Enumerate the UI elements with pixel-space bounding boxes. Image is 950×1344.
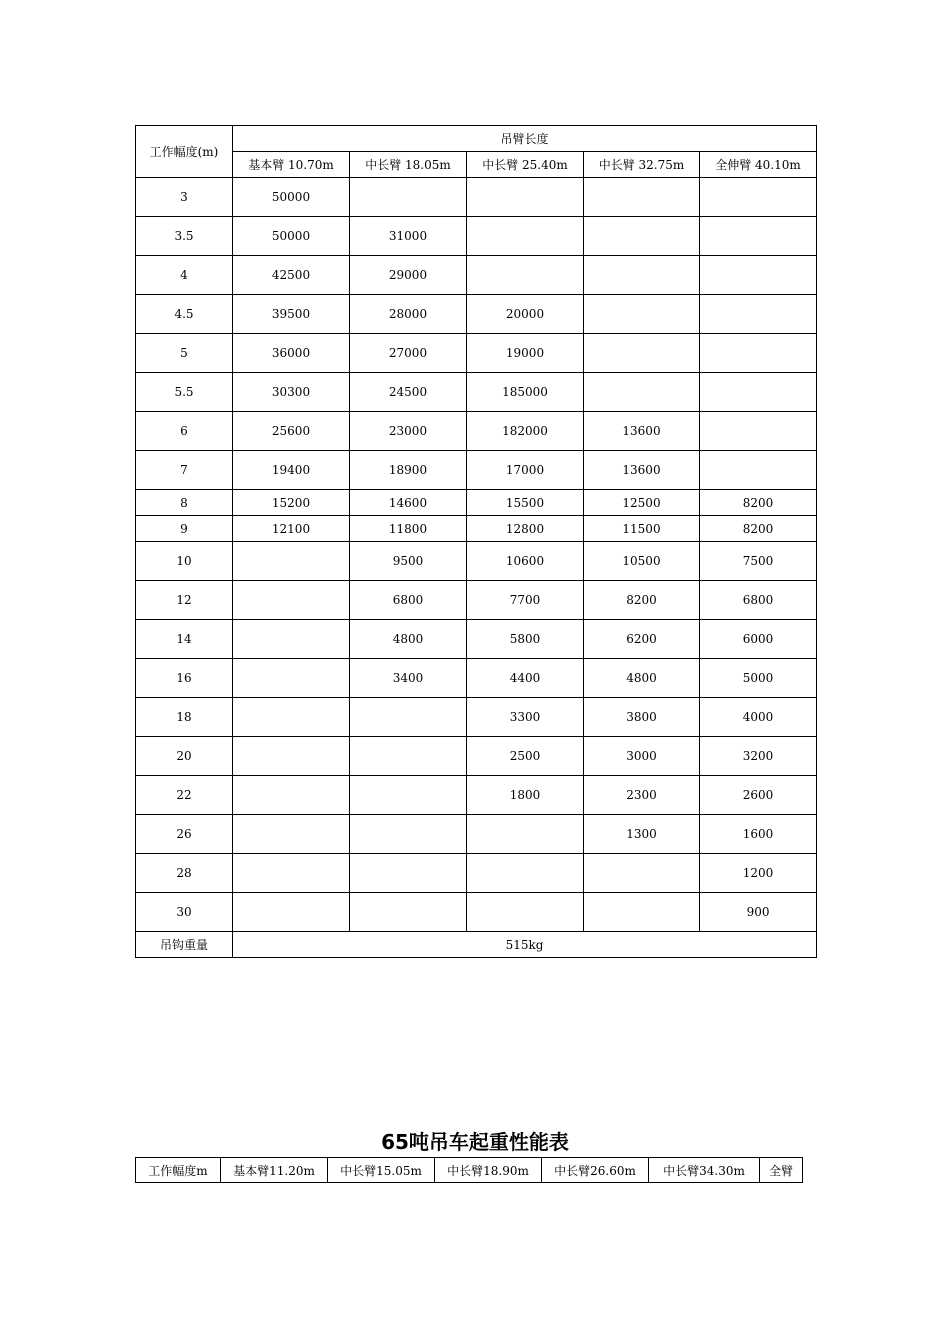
capacity-cell	[584, 295, 700, 334]
table-row	[136, 620, 817, 659]
capacity-cell: 19400	[233, 451, 350, 490]
capacity-cell: 29000	[350, 256, 467, 295]
capacity-cell	[584, 373, 700, 412]
hook-weight-label: 吊钩重量	[136, 932, 233, 958]
capacity-cell: 10500	[584, 542, 700, 581]
radius-cell: 9	[136, 516, 233, 542]
capacity-cell	[584, 334, 700, 373]
column-header: 中长臂 18.05m	[350, 152, 467, 178]
capacity-cell: 3800	[584, 698, 700, 737]
capacity-cell	[233, 659, 350, 698]
capacity-cell: 28000	[350, 295, 467, 334]
boom-length-group-header: 吊臂长度	[233, 126, 817, 152]
capacity-cell: 11800	[350, 516, 467, 542]
table-row	[136, 698, 817, 737]
capacity-cell	[233, 815, 350, 854]
table-row	[136, 373, 817, 412]
radius-cell: 6	[136, 412, 233, 451]
capacity-cell: 12500	[584, 490, 700, 516]
capacity-cell: 50000	[233, 178, 350, 217]
capacity-cell	[350, 776, 467, 815]
table-row	[136, 295, 817, 334]
column-header: 中长臂18.90m	[435, 1158, 542, 1183]
hook-weight-value: 515kg	[233, 932, 817, 958]
capacity-cell	[233, 698, 350, 737]
capacity-cell: 8200	[584, 581, 700, 620]
capacity-cell: 182000	[467, 412, 584, 451]
column-header: 全臂	[760, 1158, 803, 1183]
capacity-cell: 25600	[233, 412, 350, 451]
capacity-cell: 3400	[350, 659, 467, 698]
capacity-cell: 30300	[233, 373, 350, 412]
capacity-cell: 19000	[467, 334, 584, 373]
capacity-cell	[584, 178, 700, 217]
capacity-cell: 4800	[350, 620, 467, 659]
capacity-cell: 31000	[350, 217, 467, 256]
table-row	[136, 490, 817, 516]
table-row	[136, 737, 817, 776]
capacity-cell: 3300	[467, 698, 584, 737]
capacity-cell: 14600	[350, 490, 467, 516]
capacity-cell	[700, 451, 817, 490]
capacity-cell: 7700	[467, 581, 584, 620]
radius-cell: 5.5	[136, 373, 233, 412]
radius-cell: 4.5	[136, 295, 233, 334]
capacity-cell: 8200	[700, 490, 817, 516]
capacity-cell: 20000	[467, 295, 584, 334]
table-row	[136, 854, 817, 893]
capacity-cell: 4400	[467, 659, 584, 698]
radius-cell: 14	[136, 620, 233, 659]
capacity-cell: 42500	[233, 256, 350, 295]
capacity-cell: 12800	[467, 516, 584, 542]
load-chart-table-2	[135, 1157, 803, 1183]
table-row	[136, 516, 817, 542]
capacity-cell	[233, 737, 350, 776]
capacity-cell: 1800	[467, 776, 584, 815]
table-row	[136, 659, 817, 698]
table-2-title: 65吨吊车起重性能表	[381, 1130, 569, 1154]
radius-cell: 5	[136, 334, 233, 373]
load-chart-table-1	[135, 125, 817, 958]
capacity-cell: 13600	[584, 412, 700, 451]
radius-cell: 3.5	[136, 217, 233, 256]
capacity-cell	[233, 854, 350, 893]
capacity-cell: 36000	[233, 334, 350, 373]
capacity-cell	[350, 737, 467, 776]
table-row	[136, 334, 817, 373]
radius-cell: 10	[136, 542, 233, 581]
capacity-cell: 17000	[467, 451, 584, 490]
radius-cell: 3	[136, 178, 233, 217]
capacity-cell: 12100	[233, 516, 350, 542]
capacity-cell: 24500	[350, 373, 467, 412]
radius-cell: 18	[136, 698, 233, 737]
capacity-cell	[350, 698, 467, 737]
capacity-cell: 1600	[700, 815, 817, 854]
capacity-cell: 3000	[584, 737, 700, 776]
capacity-cell	[350, 815, 467, 854]
corner-header: 工作幅度(m)	[136, 126, 233, 178]
capacity-cell: 50000	[233, 217, 350, 256]
capacity-cell	[700, 217, 817, 256]
capacity-cell	[467, 178, 584, 217]
radius-cell: 4	[136, 256, 233, 295]
radius-cell: 22	[136, 776, 233, 815]
capacity-cell: 18900	[350, 451, 467, 490]
capacity-cell	[700, 373, 817, 412]
capacity-cell: 900	[700, 893, 817, 932]
capacity-cell: 5000	[700, 659, 817, 698]
capacity-cell	[350, 178, 467, 217]
table-row	[136, 581, 817, 620]
radius-cell: 16	[136, 659, 233, 698]
capacity-cell: 2300	[584, 776, 700, 815]
column-header: 工作幅度m	[136, 1158, 221, 1183]
capacity-cell	[467, 854, 584, 893]
capacity-cell: 6000	[700, 620, 817, 659]
column-header: 中长臂26.60m	[542, 1158, 649, 1183]
capacity-cell: 4000	[700, 698, 817, 737]
capacity-cell	[233, 581, 350, 620]
capacity-cell	[467, 256, 584, 295]
capacity-cell	[584, 893, 700, 932]
capacity-cell: 5800	[467, 620, 584, 659]
capacity-cell: 27000	[350, 334, 467, 373]
radius-cell: 7	[136, 451, 233, 490]
capacity-cell	[233, 776, 350, 815]
radius-cell: 26	[136, 815, 233, 854]
column-header: 中长臂34.30m	[649, 1158, 760, 1183]
radius-cell: 20	[136, 737, 233, 776]
capacity-cell: 9500	[350, 542, 467, 581]
capacity-cell: 1200	[700, 854, 817, 893]
capacity-cell: 4800	[584, 659, 700, 698]
column-header: 中长臂 32.75m	[584, 152, 700, 178]
capacity-cell: 15200	[233, 490, 350, 516]
capacity-cell	[700, 334, 817, 373]
capacity-cell: 13600	[584, 451, 700, 490]
radius-cell: 28	[136, 854, 233, 893]
table-row	[136, 776, 817, 815]
capacity-cell: 3200	[700, 737, 817, 776]
capacity-cell: 1300	[584, 815, 700, 854]
capacity-cell	[467, 815, 584, 854]
table-row	[136, 542, 817, 581]
capacity-cell	[700, 412, 817, 451]
capacity-cell: 8200	[700, 516, 817, 542]
capacity-cell: 39500	[233, 295, 350, 334]
capacity-cell	[584, 217, 700, 256]
capacity-cell	[584, 854, 700, 893]
column-header: 基本臂 10.70m	[233, 152, 350, 178]
capacity-cell: 7500	[700, 542, 817, 581]
column-header: 基本臂11.20m	[221, 1158, 328, 1183]
capacity-cell: 10600	[467, 542, 584, 581]
capacity-cell	[350, 893, 467, 932]
capacity-cell	[233, 542, 350, 581]
radius-cell: 12	[136, 581, 233, 620]
capacity-cell: 2600	[700, 776, 817, 815]
column-header: 全伸臂 40.10m	[700, 152, 817, 178]
table-row	[136, 451, 817, 490]
capacity-cell: 185000	[467, 373, 584, 412]
column-header: 中长臂 25.40m	[467, 152, 584, 178]
capacity-cell: 23000	[350, 412, 467, 451]
table-row	[136, 256, 817, 295]
radius-cell: 8	[136, 490, 233, 516]
capacity-cell	[350, 854, 467, 893]
capacity-cell: 6200	[584, 620, 700, 659]
capacity-cell	[584, 256, 700, 295]
capacity-cell	[700, 295, 817, 334]
capacity-cell	[700, 178, 817, 217]
capacity-cell	[233, 893, 350, 932]
table-row	[136, 815, 817, 854]
capacity-cell: 11500	[584, 516, 700, 542]
table-row	[136, 893, 817, 932]
capacity-cell	[467, 893, 584, 932]
capacity-cell	[700, 256, 817, 295]
table-row	[136, 178, 817, 217]
radius-cell: 30	[136, 893, 233, 932]
capacity-cell: 15500	[467, 490, 584, 516]
capacity-cell	[233, 620, 350, 659]
capacity-cell	[467, 217, 584, 256]
capacity-cell: 6800	[350, 581, 467, 620]
table-row	[136, 217, 817, 256]
table-row	[136, 412, 817, 451]
capacity-cell: 2500	[467, 737, 584, 776]
footer-row	[136, 932, 817, 958]
column-header: 中长臂15.05m	[328, 1158, 435, 1183]
capacity-cell: 6800	[700, 581, 817, 620]
